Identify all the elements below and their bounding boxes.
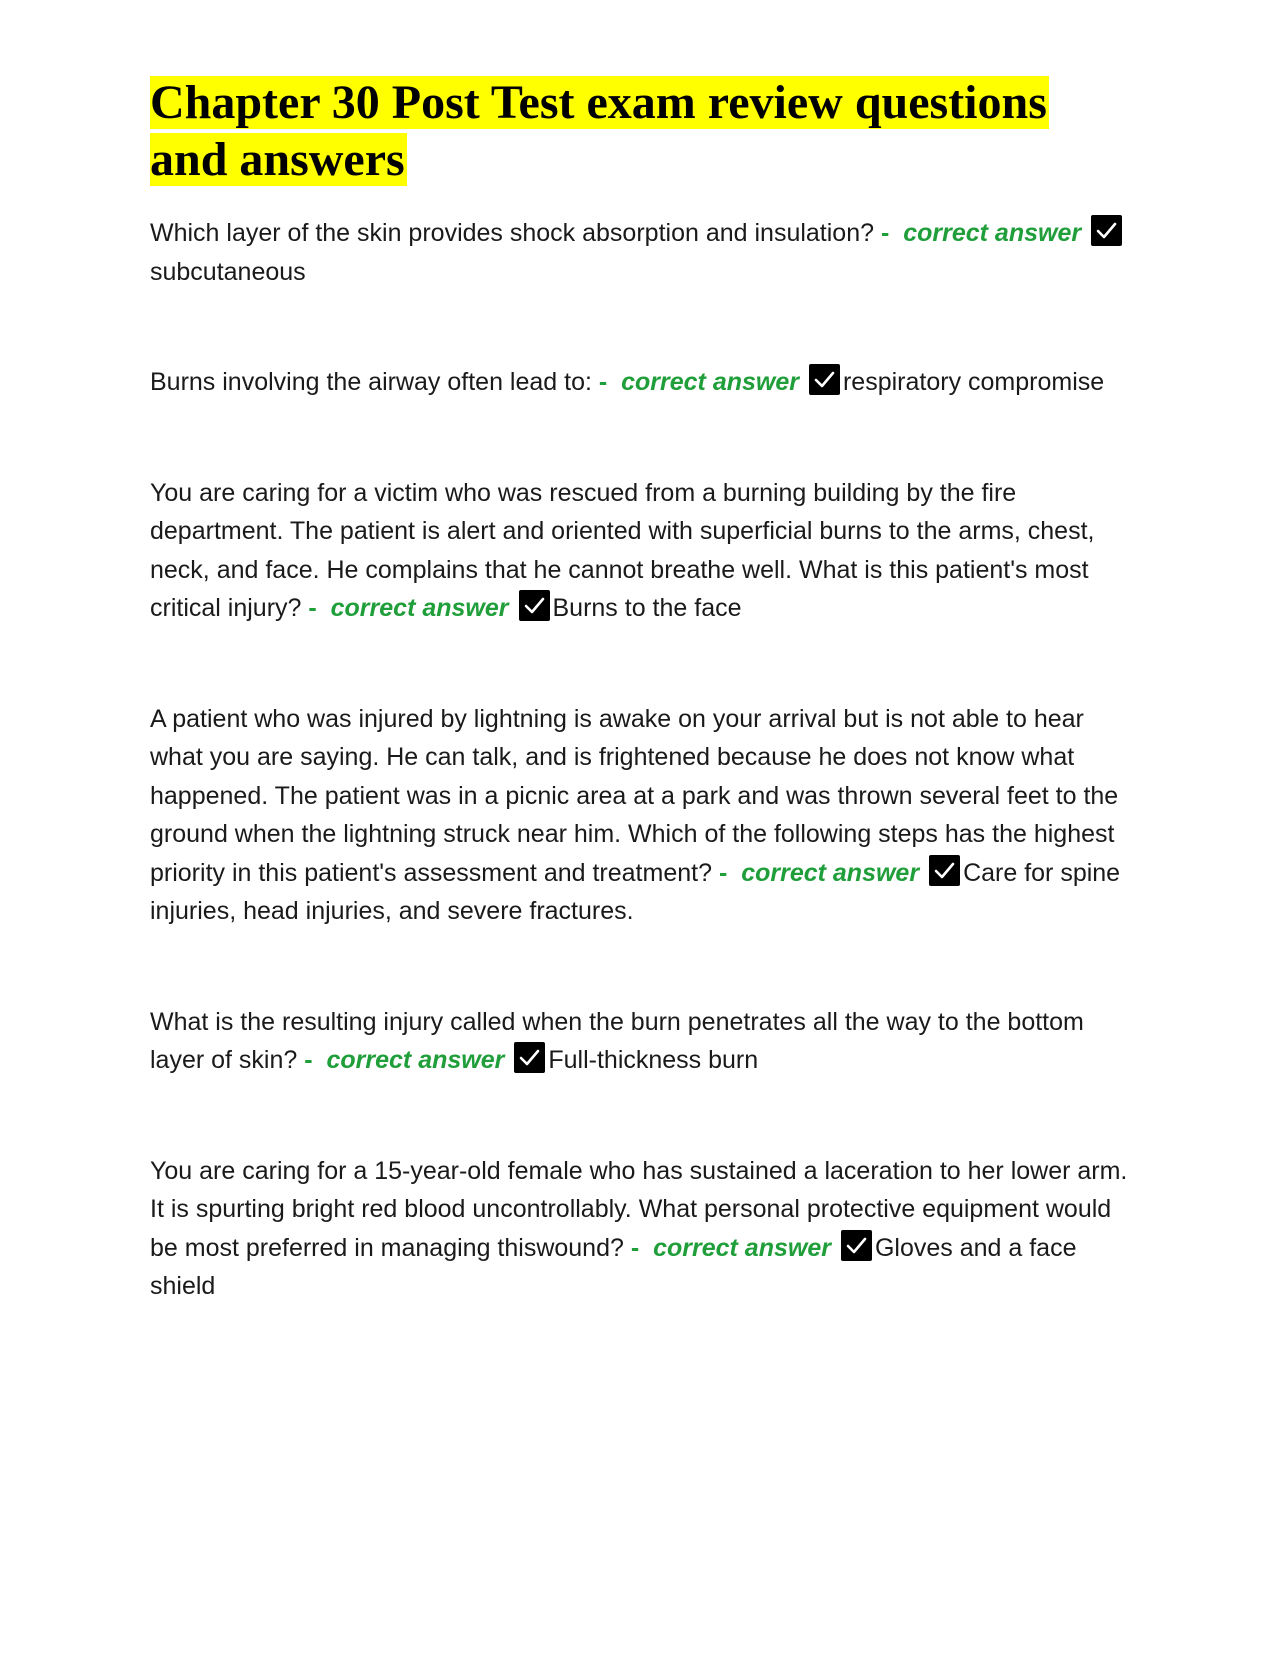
page-title xyxy=(150,74,1135,188)
answer-text: Gloves and a face shield xyxy=(150,1233,1077,1300)
question-text: You are caring for a 15-year-old female who has sustained a laceration to her lower arm. It is spurting bright red blood uncontrollably. What personal protective equipment would be most preferred in managing thiswound? xyxy=(150,1156,1128,1262)
separator: - xyxy=(630,1233,640,1262)
correct-answer-label: correct answer xyxy=(621,368,799,396)
correct-answer-label: correct answer xyxy=(653,1233,831,1262)
title-highlight: Chapter 30 Post Test exam review questions and answers xyxy=(150,76,1047,186)
answer-text: Care for spine injuries, head injuries, and severe fractures. xyxy=(150,858,1121,925)
qa-item xyxy=(150,1152,1135,1306)
qa-item xyxy=(150,700,1135,931)
check-mark-box-icon xyxy=(929,855,960,886)
document-page xyxy=(150,74,1135,1306)
question-text: Burns involving the airway often lead to: xyxy=(150,368,592,396)
qa-item xyxy=(150,363,1135,402)
separator: - xyxy=(718,858,728,887)
check-mark-box-icon xyxy=(519,590,550,621)
separator: - xyxy=(304,1046,313,1074)
separator: - xyxy=(880,219,890,247)
separator: - xyxy=(598,368,608,396)
question-text: A patient who was injured by lightning is awake on your arrival but is not able to hear what you are saying. He can talk, and is frightened because he does not know what happened. The patient was in a picnic area at a park and was thrown several feet to the ground when the lightning struck near him. Which of the following steps has the highest priority in this patient's assessment and treatment? xyxy=(150,704,1119,887)
question-text: Which layer of the skin provides shock absorption and insulation? xyxy=(150,219,875,247)
correct-answer-label: correct answer xyxy=(903,219,1082,247)
separator: - xyxy=(308,594,317,622)
qa-item xyxy=(150,1003,1135,1080)
correct-answer-label: correct answer xyxy=(326,1046,505,1074)
qa-item xyxy=(150,474,1135,628)
check-mark-box-icon xyxy=(809,364,840,395)
qa-item xyxy=(150,214,1135,291)
correct-answer-label: correct answer xyxy=(330,594,509,622)
answer-text: Full-thickness burn xyxy=(548,1046,759,1074)
check-mark-box-icon xyxy=(514,1042,545,1073)
answer-text: subcutaneous xyxy=(150,257,306,286)
check-mark-box-icon xyxy=(841,1230,872,1261)
correct-answer-label: correct answer xyxy=(741,858,920,887)
question-text: You are caring for a victim who was rescued from a burning building by the fire department. The patient is alert and oriented with superficial burns to the arms, chest, neck, and face. He complains that he cannot breathe well. What is this patient's most critical injury? xyxy=(150,478,1095,622)
answer-text: respiratory compromise xyxy=(842,368,1105,396)
check-mark-box-icon xyxy=(1091,215,1122,246)
answer-text: Burns to the face xyxy=(552,594,742,622)
question-text: What is the resulting injury called when the burn penetrates all the way to the bottom layer of skin? xyxy=(150,1007,1084,1074)
